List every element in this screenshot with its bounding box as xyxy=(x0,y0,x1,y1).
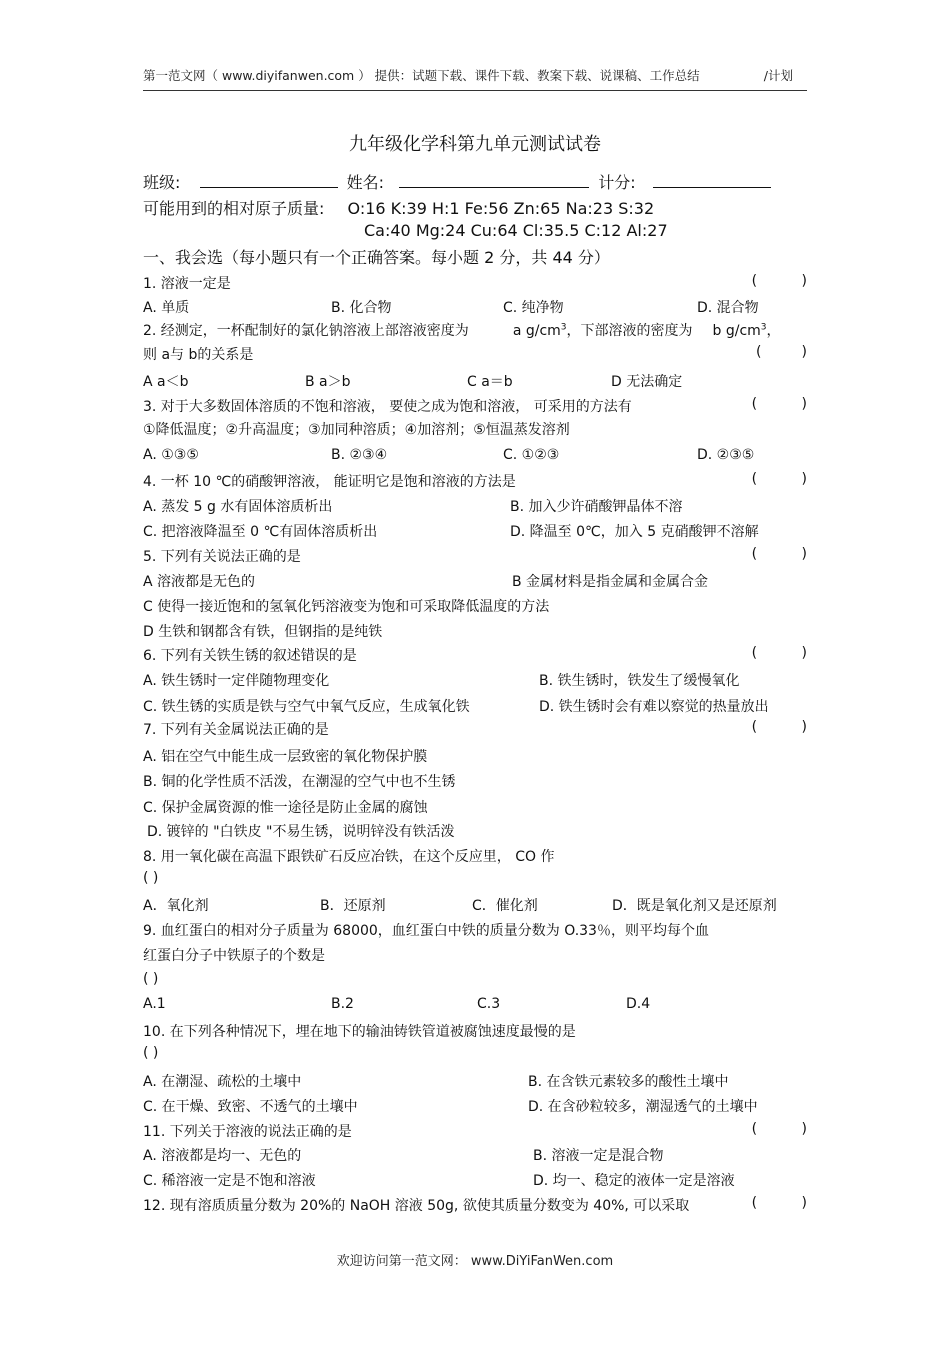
q2-sup-b: 3 xyxy=(760,322,767,333)
q2-option-d: D 无法确定 xyxy=(611,374,683,390)
q7-option-c: C. 保护金属资源的惟一途径是防止金属的腐蚀 xyxy=(143,800,428,816)
q6-option-d: D. 铁生锈时会有难以察觉的热量放出 xyxy=(539,699,769,715)
q5-option-a: A 溶液都是无色的 xyxy=(143,574,256,590)
q9-option-a: A.1 xyxy=(143,996,166,1012)
q2-stem xyxy=(143,320,781,340)
q2-stem-text: 2. 经测定，一杯配制好的氯化钠溶液上部溶液密度为 xyxy=(143,323,469,339)
q12-answer-paren[interactable]: ( ) xyxy=(751,1195,807,1211)
q1-answer-paren[interactable]: ( ) xyxy=(751,273,807,289)
score-label: 计分: xyxy=(598,173,636,192)
q5-option-d: D 生铁和钢都含有铁，但钢指的是纯铁 xyxy=(143,624,383,640)
q11-stem: 11. 下列关于溶液的说法正确的是 xyxy=(143,1124,352,1140)
q4-option-c: C. 把溶液降温至 0 ℃有固体溶质析出 xyxy=(143,524,378,540)
q1-option-a: A. 单质 xyxy=(143,300,190,316)
q3-option-c: C. ①②③ xyxy=(503,447,560,463)
q9-option-c: C.3 xyxy=(477,996,501,1012)
q2-option-b: B a＞b xyxy=(305,374,351,390)
name-label: 姓名: xyxy=(346,173,384,192)
q2-density-a: a g/cm xyxy=(512,323,561,339)
q3-option-b: B. ②③④ xyxy=(331,447,388,463)
q7-option-b: B. 铜的化学性质不活泼，在潮湿的空气中也不生锈 xyxy=(143,774,456,790)
q3-stem-line2: ①降低温度；②升高温度；③加同种溶质；④加溶剂；⑤恒温蒸发溶剂 xyxy=(143,422,570,438)
q6-option-a: A. 铁生锈时一定伴随物理变化 xyxy=(143,673,330,689)
q10-stem: 10. 在下列各种情况下，埋在地下的输油铸铁管道被腐蚀速度最慢的是 xyxy=(143,1024,576,1040)
q5-stem: 5. 下列有关说法正确的是 xyxy=(143,549,301,565)
q9-answer-paren[interactable]: ( ) xyxy=(143,971,159,987)
q11-answer-paren[interactable]: ( ) xyxy=(751,1121,807,1137)
q1-option-c: C. 纯净物 xyxy=(503,300,564,316)
q8-stem: 8. 用一氧化碳在高温下跟铁矿石反应冶铁，在这个反应里， CO 作 xyxy=(143,849,555,865)
q5-option-c: C 使得一接近饱和的氢氧化钙溶液变为饱和可采取降低温度的方法 xyxy=(143,599,550,615)
atomic-mass-row-1 xyxy=(143,196,654,219)
q4-stem: 4. 一杯 10 ℃的硝酸钾溶液， 能证明它是饱和溶液的方法是 xyxy=(143,474,516,490)
q11-option-d: D. 均一、稳定的液体一定是溶液 xyxy=(533,1173,735,1189)
q6-stem: 6. 下列有关铁生锈的叙述错误的是 xyxy=(143,648,357,664)
q2-stem-mid: ，下部溶液的密度为 xyxy=(566,323,693,339)
name-blank[interactable] xyxy=(399,173,589,188)
q10-option-d: D. 在含砂粒较多，潮湿透气的土壤中 xyxy=(528,1099,758,1115)
q10-option-a: A. 在潮湿、疏松的土壤中 xyxy=(143,1074,302,1090)
q5-option-b: B 金属材料是指金属和金属合金 xyxy=(512,574,709,590)
q8-option-c: C．催化剂 xyxy=(472,898,538,914)
q8-option-d: D．既是氧化剂又是还原剂 xyxy=(612,898,777,914)
q2-stem-line2: 则 a与 b的关系是 xyxy=(143,347,254,363)
q9-stem: 9. 血红蛋白的相对分子质量为 68000，血红蛋白中铁的质量分数为 O.33％，则平均每个血 xyxy=(143,923,709,939)
q4-option-d: D. 降温至 0℃，加入 5 克硝酸钾不溶解 xyxy=(510,524,759,540)
header-right-text: /计划 xyxy=(763,68,793,83)
q2-stem-tail: ， xyxy=(766,323,781,339)
page-header xyxy=(143,66,807,84)
q3-stem: 3. 对于大多数固体溶质的不饱和溶液， 要使之成为饱和溶液， 可采用的方法有 xyxy=(143,399,632,415)
q9-stem-line2: 红蛋白分子中铁原子的个数是 xyxy=(143,948,325,964)
q7-option-a: A. 铝在空气中能生成一层致密的氧化物保护膜 xyxy=(143,749,428,765)
atomic-masses-2: Ca:40 Mg:24 Cu:64 Cl:35.5 C:12 Al:27 xyxy=(364,221,668,240)
q3-option-a: A. ①③⑤ xyxy=(143,447,199,463)
q11-option-c: C. 稀溶液一定是不饱和溶液 xyxy=(143,1173,316,1189)
class-blank[interactable] xyxy=(200,173,338,188)
header-rule xyxy=(143,90,807,91)
q5-answer-paren[interactable]: ( ) xyxy=(751,546,807,562)
q10-answer-paren[interactable]: ( ) xyxy=(143,1045,159,1061)
exam-title: 九年级化学科第九单元测试试卷 xyxy=(349,134,601,155)
q7-stem: 7. 下列有关金属说法正确的是 xyxy=(143,722,329,738)
class-label: 班级: xyxy=(143,173,181,192)
section-one-heading: 一、我会选（每小题只有一个正确答案。每小题 2 分，共 44 分） xyxy=(143,248,610,267)
q8-option-b: B．还原剂 xyxy=(320,898,386,914)
q2-answer-paren[interactable]: ( ) xyxy=(756,344,807,360)
q1-option-d: D. 混合物 xyxy=(697,300,759,316)
q4-option-b: B. 加入少许硝酸钾晶体不溶 xyxy=(510,499,683,515)
score-blank[interactable] xyxy=(653,173,771,188)
q3-answer-paren[interactable]: ( ) xyxy=(751,396,807,412)
q8-answer-paren[interactable]: ( ) xyxy=(143,870,159,886)
q6-option-c: C. 铁生锈的实质是铁与空气中氧气反应，生成氧化铁 xyxy=(143,699,470,715)
student-info-row xyxy=(143,170,771,193)
q9-option-d: D.4 xyxy=(626,996,651,1012)
q2-option-c: C a＝b xyxy=(467,374,513,390)
q12-stem: 12. 现有溶质质量分数为 20%的 NaOH 溶液 50g, 欲使其质量分数变为 40%, 可以采取 xyxy=(143,1198,690,1214)
q7-answer-paren[interactable]: ( ) xyxy=(751,719,807,735)
q6-option-b: B. 铁生锈时，铁发生了缓慢氧化 xyxy=(539,673,740,689)
q4-answer-paren[interactable]: ( ) xyxy=(751,471,807,487)
q1-stem: 1. 溶液一定是 xyxy=(143,276,231,292)
q7-option-d: D. 镀锌的 "白铁皮 "不易生锈，说明锌没有铁活泼 xyxy=(147,824,455,840)
q8-option-a: A．氧化剂 xyxy=(143,898,209,914)
q10-option-b: B. 在含铁元素较多的酸性土壤中 xyxy=(528,1074,729,1090)
atomic-mass-label: 可能用到的相对原子质量: xyxy=(143,199,325,218)
page-footer: 欢迎访问第一范文网： www.DiYiFanWen.com xyxy=(336,1254,614,1269)
header-text: 第一范文网（ www.diyifanwen.com ） 提供：试题下载、课件下载、教案下载、说课稿、工作总结 xyxy=(143,68,700,83)
q11-option-b: B. 溶液一定是混合物 xyxy=(533,1148,664,1164)
atomic-masses-1: O:16 K:39 H:1 Fe:56 Zn:65 Na:23 S:32 xyxy=(347,199,655,218)
q9-option-b: B.2 xyxy=(331,996,354,1012)
q6-answer-paren[interactable]: ( ) xyxy=(751,645,807,661)
q3-option-d: D. ②③⑤ xyxy=(697,447,755,463)
q10-option-c: C. 在干燥、致密、不透气的土壤中 xyxy=(143,1099,358,1115)
q2-density-b: b g/cm xyxy=(712,323,761,339)
q2-sup-a: 3 xyxy=(560,322,567,333)
q11-option-a: A. 溶液都是均一、无色的 xyxy=(143,1148,302,1164)
q2-option-a: A a＜b xyxy=(143,374,189,390)
q4-option-a: A. 蒸发 5 g 水有固体溶质析出 xyxy=(143,499,333,515)
q1-option-b: B. 化合物 xyxy=(331,300,392,316)
